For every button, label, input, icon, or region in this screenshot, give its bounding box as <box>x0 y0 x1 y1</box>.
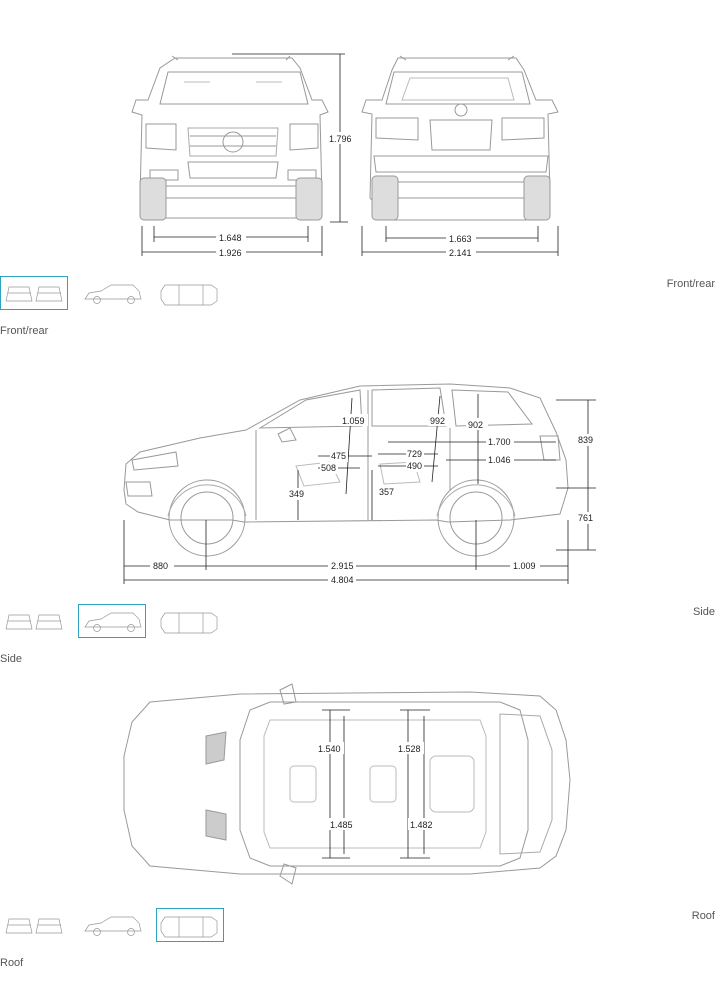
dim-lower-height: 761 <box>578 513 594 523</box>
dim-508: 508 <box>321 463 337 473</box>
view-thumbnails-3 <box>0 908 230 944</box>
roof-thumbnail-icon <box>159 911 223 941</box>
side-thumbnail-icon <box>81 607 145 637</box>
rear-view-car <box>362 56 558 220</box>
side-drawing <box>0 370 715 590</box>
dim-front-overhang: 880 <box>153 561 169 571</box>
thumb-side[interactable] <box>78 276 146 310</box>
thumb-roof[interactable] <box>156 604 224 638</box>
front-rear-section <box>0 0 715 345</box>
front-rear-thumbnail-icon <box>3 911 67 941</box>
dim-height: 1.796 <box>329 134 352 144</box>
thumb-front-rear[interactable] <box>0 276 68 310</box>
dim-cargo-floor: 1.046 <box>488 455 511 465</box>
thumb-roof[interactable] <box>156 908 224 942</box>
side-dimension-labels <box>150 414 600 586</box>
view-thumbnails-2 <box>0 604 230 640</box>
dim-front-hip: 1.485 <box>330 820 353 830</box>
dim-wheelbase: 2.915 <box>331 561 354 571</box>
thumb-side[interactable] <box>78 908 146 942</box>
dim-front-shoulder: 1.540 <box>318 744 341 754</box>
dim-upper-height: 839 <box>578 435 594 445</box>
view-title-front-rear: Front/rear <box>666 278 715 290</box>
roof-view-car <box>124 684 570 884</box>
side-section <box>0 370 715 670</box>
dim-front-width: 1.926 <box>219 248 242 258</box>
dim-349: 349 <box>289 489 305 499</box>
dim-cargo-height: 902 <box>468 420 484 430</box>
dim-length: 4.804 <box>331 575 354 585</box>
thumb-front-rear[interactable] <box>0 604 68 638</box>
roof-drawing <box>0 680 715 890</box>
view-title-roof: Roof <box>691 910 715 922</box>
dim-729: 729 <box>407 449 423 459</box>
side-thumbnail-icon <box>81 911 145 941</box>
dim-rear-width: 2.141 <box>449 248 472 258</box>
thumb-side[interactable] <box>78 604 146 638</box>
dim-front-headroom: 1.059 <box>342 416 365 426</box>
roof-dimensions <box>322 710 430 858</box>
dim-rear-hip: 1.482 <box>410 820 433 830</box>
front-rear-thumbnail-icon <box>3 279 67 309</box>
thumb-roof[interactable] <box>156 276 224 310</box>
view-thumbnails-1 <box>0 276 230 312</box>
dim-rear-shoulder: 1.528 <box>398 744 421 754</box>
front-view-car <box>132 56 328 220</box>
side-view-car <box>124 384 568 556</box>
front-rear-thumbnail-icon <box>3 607 67 637</box>
caption-roof: Roof <box>0 957 24 969</box>
front-rear-drawing <box>0 0 715 270</box>
roof-section <box>0 680 715 1000</box>
dim-rear-track: 1.663 <box>449 234 472 244</box>
dim-cargo-length: 1.700 <box>488 437 511 447</box>
caption-front-rear: Front/rear <box>0 325 49 337</box>
view-title-side: Side <box>692 606 715 618</box>
dim-357: 357 <box>379 487 395 497</box>
roof-thumbnail-icon <box>159 607 223 637</box>
caption-side: Side <box>0 653 23 665</box>
dim-rear-headroom: 992 <box>430 416 446 426</box>
side-thumbnail-icon <box>81 279 145 309</box>
roof-thumbnail-icon <box>159 279 223 309</box>
front-rear-dimensions <box>142 54 558 256</box>
dim-front-track: 1.648 <box>219 233 242 243</box>
dim-rear-overhang: 1.009 <box>513 561 536 571</box>
dim-490: 490 <box>407 461 423 471</box>
dim-475: 475 <box>331 451 347 461</box>
thumb-front-rear[interactable] <box>0 908 68 942</box>
